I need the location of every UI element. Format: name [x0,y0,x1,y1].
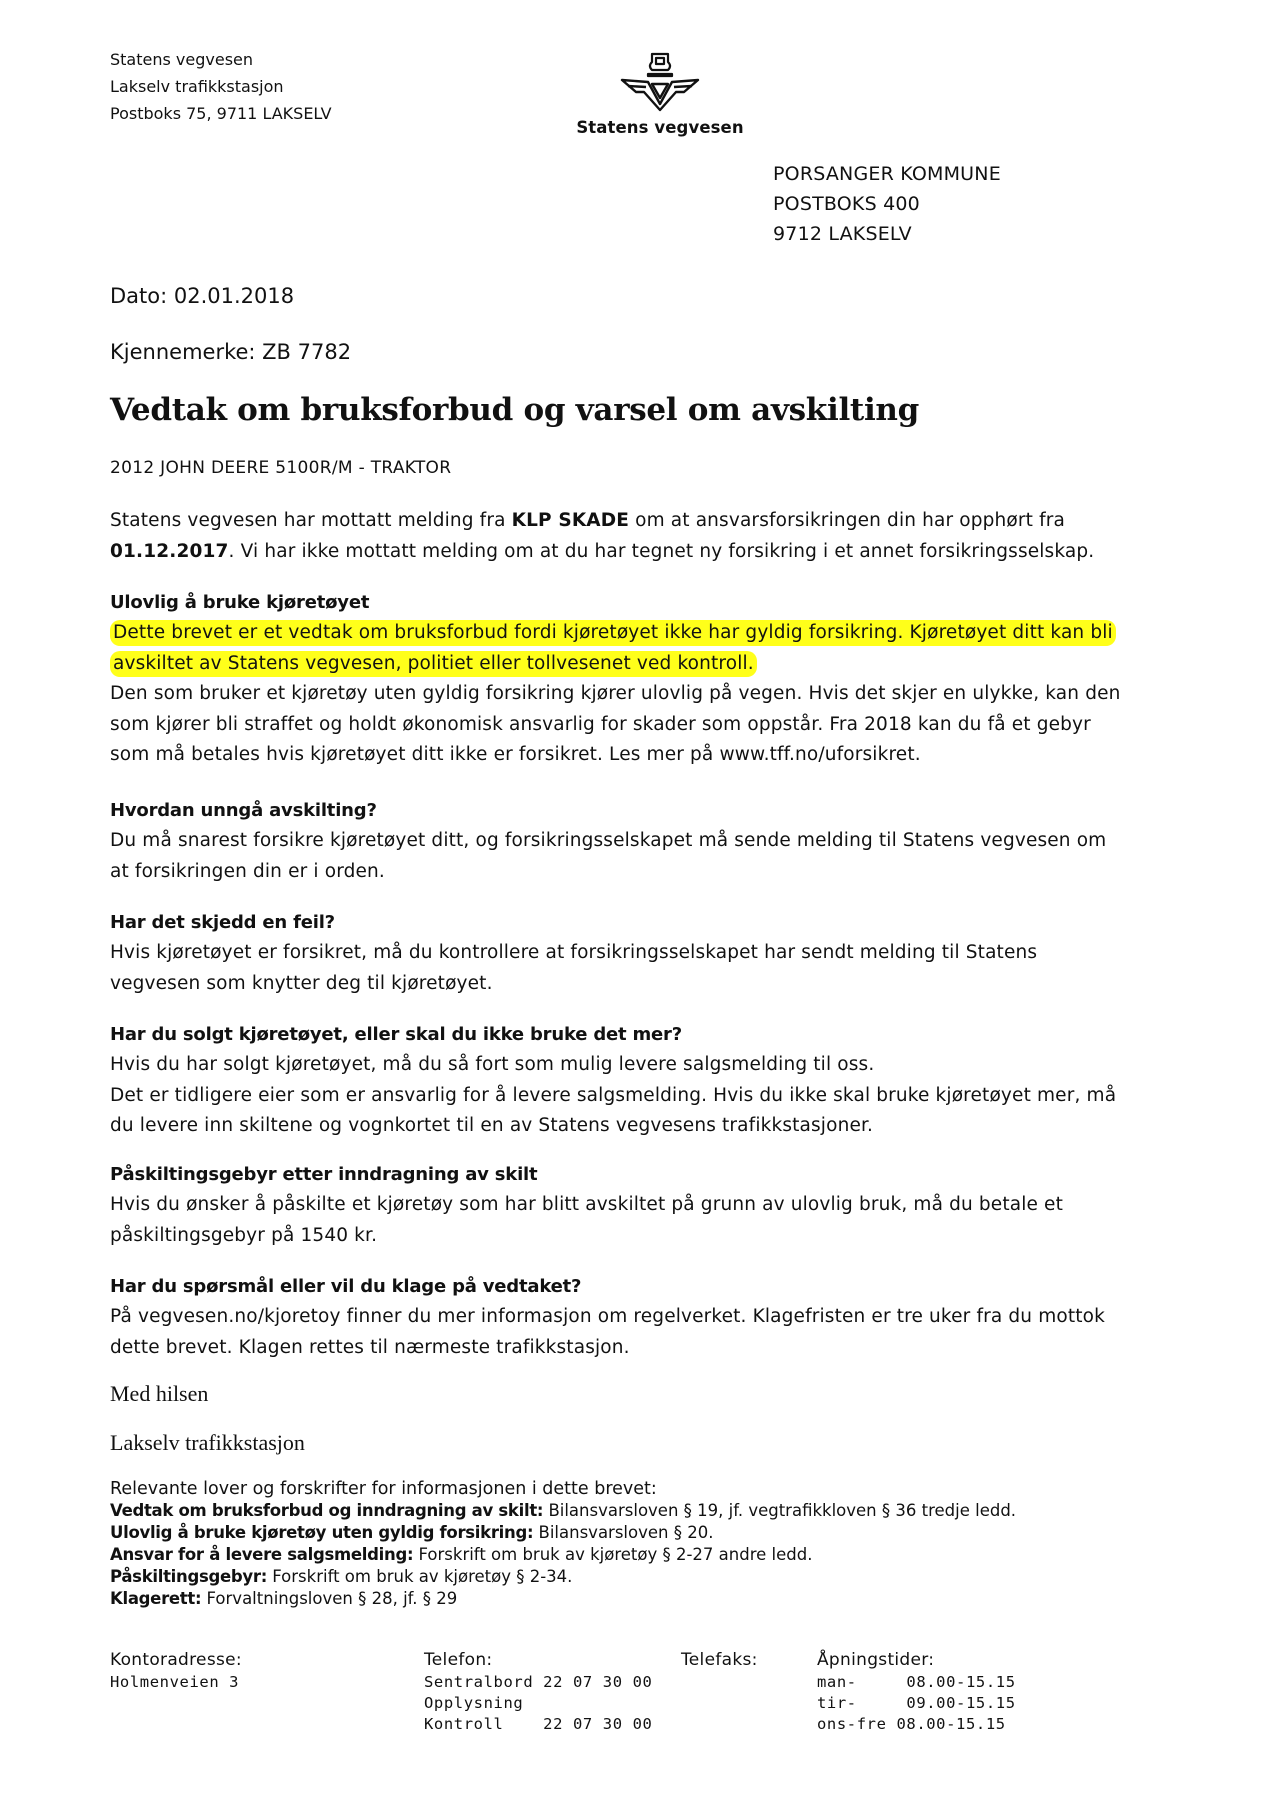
reference-text: Forvaltningsloven § 28, jf. § 29 [201,1589,458,1608]
section-heading: Påskiltingsgebyr etter inndragning av skilt [110,1164,538,1185]
intro-part-1: Statens vegvesen har mottatt melding fra [110,510,512,531]
section-avoid-deregistration [110,796,1130,887]
license-plate: Kjennemerke: ZB 7782 [110,340,352,364]
intro-part-2: om at ansvarsforsikringen din har opphørt fra [629,510,1065,531]
section-heading: Har du spørsmål eller vil du klage på vedtaket? [110,1276,582,1297]
reference-label: Klagerett: [110,1589,202,1608]
section-error [110,908,1130,999]
phone-label: Telefon: [424,1650,493,1670]
highlight: Dette brevet er et vedtak om bruksforbud fordi kjøretøyet ikke har gyldig forsikring. Kjøretøyet ditt kan bli avskiltet av Statens vegvesen, politiet eller tollvesenet ved kontroll. [110,620,1116,677]
hours-row: ons-fre 08.00-15.15 [817,1715,1006,1733]
hours-row: man- 08.00-15.15 [817,1673,1016,1691]
page-title: Vedtak om bruksforbud og varsel om avskilting [110,392,920,428]
legal-references [110,1478,1210,1610]
reference-item [110,1566,1210,1588]
closing-greeting: Med hilsen [110,1381,209,1406]
section-heading: Hvordan unngå avskilting? [110,800,377,821]
insurance-end-date: 01.12.2017 [110,540,229,562]
hours-label: Åpningstider: [817,1650,935,1670]
vehicle-description: 2012 JOHN DEERE 5100R/M - TRAKTOR [110,458,452,478]
section-body: Du må snarest forsikre kjøretøyet ditt, og forsikringsselskapet må sende melding til Statens vegvesen om at forsikringen din er i orden. [110,830,1107,882]
reference-label: Påskiltingsgebyr: [110,1567,268,1586]
letter-date: Dato: 02.01.2018 [110,284,295,308]
reference-item [110,1588,1210,1610]
section-body: Den som bruker et kjøretøy uten gyldig forsikring kjører ulovlig på vegen. Hvis det skjer en ulykke, kan den som kjører bli straffet og holdt økonomisk ansvarlig for skader som oppstår. Fra 2018 kan du få et gebyr som må betales hvis kjøretøyet ditt ikke er forsikret. Les mer på www.tff.no/uforsikret. [110,683,1121,765]
statens-vegvesen-crest-icon [618,52,702,112]
closing-signature: Lakselv trafikkstasjon [110,1430,305,1455]
phone-row: Sentralbord 22 07 30 00 [424,1673,653,1691]
reference-label: Ansvar for å levere salgsmelding: [110,1545,414,1564]
logo-text: Statens vegvesen [576,118,744,137]
recipient-city: 9712 LAKSELV [773,223,912,245]
phone-list [424,1672,652,1735]
references-intro: Relevante lover og forskrifter for informasjonen i dette brevet: [110,1479,657,1499]
section-body-1: Hvis du har solgt kjøretøyet, må du så fort som mulig levere salgsmelding til oss. [110,1054,875,1075]
intro-part-3: . Vi har ikke mottatt melding om at du har tegnet ny forsikring i et annet forsikringsselskap. [228,540,1095,562]
section-body: Hvis kjøretøyet er forsikret, må du kontrollere at forsikringsselskapet har sendt melding til Statens vegvesen som knytter deg til kjøretøyet. [110,942,1038,994]
reference-text: Bilansvarsloven § 19, jf. vegtrafikkloven § 36 tredje ledd. [543,1501,1017,1520]
recipient-box: POSTBOKS 400 [773,193,920,215]
recipient-address [773,159,1001,249]
reference-label: Vedtak om bruksforbud og inndragning av skilt: [110,1501,544,1520]
section-body: På vegvesen.no/kjoretoy finner du mer informasjon om regelverket. Klagefristen er tre uker fra du mottok dette brevet. Klagen rettes til nærmeste trafikkstasjon. [110,1306,1105,1358]
hours-list [817,1672,1016,1735]
reference-item [110,1522,1210,1544]
section-questions [110,1272,1130,1363]
recipient-name: PORSANGER KOMMUNE [773,163,1001,185]
reference-label: Ulovlig å bruke kjøretøy uten gyldig forsikring: [110,1523,534,1542]
reference-text: Forskrift om bruk av kjøretøy § 2-34. [267,1567,573,1586]
section-heading: Har du solgt kjøretøyet, eller skal du ikke bruke det mer? [110,1024,682,1045]
phone-row: Kontroll 22 07 30 00 [424,1715,653,1733]
reference-item [110,1544,1210,1566]
intro-paragraph [110,506,1140,567]
sender-unit: Lakselv trafikkstasjon [110,77,284,96]
section-fee [110,1160,1130,1251]
footer [0,1650,1282,1740]
sender-address [110,46,332,127]
section-body-2: Det er tidligere eier som er ansvarlig for å levere salgsmelding. Hvis du ikke skal bruke kjøretøyet mer, må du levere inn skiltene og vognkortet til en av Statens vegvesens trafikkstasjoner. [110,1084,1117,1136]
logo [560,52,760,137]
section-body: Hvis du ønsker å påskilte et kjøretøy som har blitt avskiltet på grunn av ulovlig bruk, må du betale et påskiltingsgebyr på 1540 kr. [110,1194,1063,1246]
insurer-name: KLP SKADE [511,510,630,531]
reference-item [110,1500,1210,1522]
sender-org: Statens vegvesen [110,50,254,69]
section-sold [110,1020,1130,1142]
highlighted-decision [110,618,1130,679]
sender-postal: Postboks 75, 9711 LAKSELV [110,104,332,123]
office-label: Kontoradresse: [110,1650,242,1670]
phone-row: Opplysning [424,1694,524,1712]
section-illegal-use [110,588,1130,771]
fax-label: Telefaks: [681,1650,758,1670]
section-heading: Har det skjedd en feil? [110,912,335,933]
reference-text: Bilansvarsloven § 20. [533,1523,714,1542]
office-value: Holmenveien 3 [110,1673,240,1691]
hours-row: tir- 09.00-15.15 [817,1694,1016,1712]
section-heading: Ulovlig å bruke kjøretøyet [110,592,370,613]
reference-text: Forskrift om bruk av kjøretøy § 2-27 andre ledd. [413,1545,813,1564]
